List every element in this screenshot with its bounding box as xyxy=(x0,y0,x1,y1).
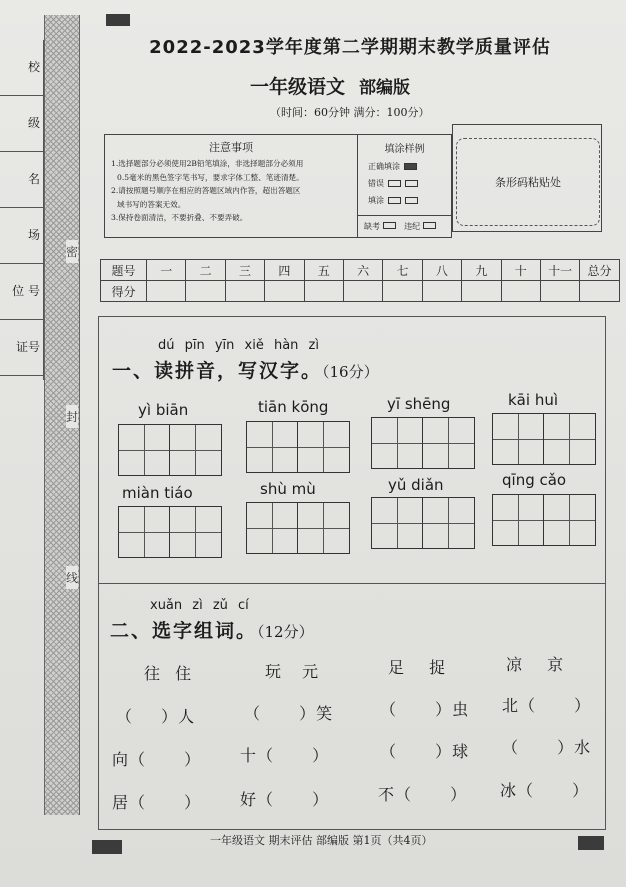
violation-label: 违纪 xyxy=(404,222,421,231)
grid-cell[interactable] xyxy=(170,506,222,558)
notice-item: 0.5毫米的黑色签字笔书写，要求字体工整、笔迹清楚。 xyxy=(117,172,304,182)
seat-label: 位 号 xyxy=(12,284,40,298)
pinyin-word: kāi huì xyxy=(508,391,558,409)
subject-name: 一年级语文 xyxy=(250,76,346,98)
writing-grid[interactable] xyxy=(246,502,350,554)
circle-square-icon xyxy=(405,197,418,204)
notice-item: 域书写的答案无效。 xyxy=(117,199,186,209)
score-cell[interactable] xyxy=(225,281,264,302)
pinyin-word: tiān kōng xyxy=(258,398,329,416)
section-1-heading-pinyin: dú pīn yīn xiě hàn zì xyxy=(158,338,319,353)
fill-wrong-label: 错误 xyxy=(368,179,384,188)
score-table-score-row xyxy=(101,281,620,302)
score-cell[interactable] xyxy=(343,281,382,302)
pinyin-word: yì biān xyxy=(138,401,189,419)
binding-label-seal: 密 xyxy=(66,240,78,263)
score-cell[interactable] xyxy=(304,281,343,302)
class-field[interactable] xyxy=(0,96,43,152)
room-label: 场 xyxy=(27,228,40,242)
writing-grid[interactable] xyxy=(246,421,350,473)
question-number-header: 题号 xyxy=(101,260,147,281)
fill-wrong-row xyxy=(368,178,451,189)
binding-label-line: 线 xyxy=(66,566,78,589)
scan-mark-bottom-right xyxy=(578,836,604,850)
notice-item: 1.选择题部分必须使用2B铅笔填涂，非选择题部分必须用 xyxy=(111,159,304,168)
grid-cell[interactable] xyxy=(246,421,298,473)
pinyin-word: yǔ diǎn xyxy=(388,476,444,494)
char-pair: 凉 京 xyxy=(506,655,565,674)
section-2-title: 二、选字组词。 xyxy=(110,620,258,642)
fill-blank[interactable]: 北（ ） xyxy=(502,696,592,715)
cross-square-icon xyxy=(405,180,418,187)
score-col-header: 六 xyxy=(343,260,382,281)
grid-cell[interactable] xyxy=(118,506,170,558)
filled-square-icon xyxy=(404,163,417,170)
score-cell[interactable] xyxy=(422,281,461,302)
grid-cell[interactable] xyxy=(371,417,423,469)
absent-checkbox[interactable] xyxy=(383,222,396,229)
writing-grid[interactable] xyxy=(492,494,596,546)
grid-cell[interactable] xyxy=(544,413,596,465)
writing-grid[interactable] xyxy=(118,506,222,558)
absent-label: 缺考 xyxy=(364,222,380,231)
pinyin-word: yī shēng xyxy=(387,395,451,413)
barcode-label: 条形码粘贴处 xyxy=(495,176,561,189)
notice-box xyxy=(104,134,358,238)
score-col-header: 总分 xyxy=(580,260,619,281)
fill-blank[interactable]: 不（ ） xyxy=(378,785,468,804)
absence-row xyxy=(358,215,451,237)
candidate-info-strip xyxy=(0,40,44,380)
binding-label-close: 封 xyxy=(66,405,78,428)
time-info: （时间：60分钟 满分：100分） xyxy=(270,106,430,119)
score-row-header: 得分 xyxy=(101,281,147,302)
score-cell[interactable] xyxy=(147,281,186,302)
char-pair: 足 捉 xyxy=(388,658,447,677)
dot-square-icon xyxy=(388,197,401,204)
school-label: 校 xyxy=(27,60,40,74)
pinyin-word: miàn tiáo xyxy=(122,484,193,502)
name-label: 名 xyxy=(27,172,40,186)
fill-blank[interactable]: （ ）水 xyxy=(502,738,592,757)
fill-sample-heading: 填涂样例 xyxy=(384,144,425,155)
fill-blank[interactable]: 十（ ） xyxy=(240,746,330,765)
score-cell[interactable] xyxy=(540,281,579,302)
fill-sample-box xyxy=(358,134,452,238)
edition-name: 部编版 xyxy=(359,78,411,98)
section-1-title: 一、读拼音，写汉字。 xyxy=(112,360,323,382)
score-col-header: 三 xyxy=(225,260,264,281)
barcode-area xyxy=(456,138,600,226)
grid-cell[interactable] xyxy=(298,421,350,473)
score-col-header: 七 xyxy=(383,260,422,281)
score-table xyxy=(100,259,620,302)
score-cell[interactable] xyxy=(186,281,225,302)
writing-grid[interactable] xyxy=(371,417,475,469)
exam-title: 2022-2023学年度第二学期期末教学质量评估 xyxy=(149,37,551,58)
seat-field[interactable] xyxy=(0,264,43,320)
fill-blank[interactable]: （ ）笑 xyxy=(244,704,334,723)
section-2-heading-pinyin: xuǎn zì zǔ cí xyxy=(150,598,249,613)
score-table-header-row xyxy=(101,260,620,281)
notice-item: 3.保持卷面清洁，不要折叠、不要弄破。 xyxy=(111,213,248,222)
score-cell[interactable] xyxy=(383,281,422,302)
pinyin-word: qīng cǎo xyxy=(502,471,567,489)
score-cell[interactable] xyxy=(580,281,619,302)
section-2-heading xyxy=(110,616,314,643)
fill-blank[interactable]: 向（ ） xyxy=(112,750,202,769)
section-2-points: （12分） xyxy=(257,623,314,641)
char-pair: 玩 元 xyxy=(265,662,320,681)
exam-subject xyxy=(250,72,410,99)
writing-grid[interactable] xyxy=(492,413,596,465)
score-col-header: 一 xyxy=(147,260,186,281)
score-cell[interactable] xyxy=(501,281,540,302)
fill-correct-row xyxy=(368,161,451,172)
page-footer: 一年级语文 期末评估 部编版 第1页（共4页） xyxy=(210,834,433,847)
grid-cell[interactable] xyxy=(423,497,475,549)
grid-cell[interactable] xyxy=(492,413,544,465)
grid-cell[interactable] xyxy=(492,494,544,546)
char-pair: 往 住 xyxy=(144,664,193,683)
score-col-header: 四 xyxy=(265,260,304,281)
grid-cell[interactable] xyxy=(298,502,350,554)
fill-blank[interactable]: （ ）球 xyxy=(380,742,470,761)
writing-grid[interactable] xyxy=(118,424,222,476)
score-col-header: 九 xyxy=(462,260,501,281)
fill-blank[interactable]: 冰（ ） xyxy=(500,781,590,800)
section-1-heading xyxy=(112,356,379,383)
fill-blank[interactable]: 好（ ） xyxy=(240,790,330,809)
room-field[interactable] xyxy=(0,208,43,264)
violation-checkbox[interactable] xyxy=(423,222,436,229)
school-field[interactable] xyxy=(0,40,43,96)
exam-id-label: 证号 xyxy=(15,340,40,354)
class-label: 级 xyxy=(27,116,40,130)
fill-wrong-label-2: 填涂 xyxy=(368,196,384,205)
fill-blank[interactable]: （ ）人 xyxy=(116,707,196,726)
fill-blank[interactable]: 居（ ） xyxy=(112,793,202,812)
grid-cell[interactable] xyxy=(246,502,298,554)
exam-id-field[interactable] xyxy=(0,320,43,376)
score-col-header: 八 xyxy=(422,260,461,281)
name-field[interactable] xyxy=(0,152,43,208)
grid-cell[interactable] xyxy=(371,497,423,549)
fill-correct-label: 正确填涂 xyxy=(368,162,400,171)
score-col-header: 十一 xyxy=(540,260,579,281)
score-col-header: 十 xyxy=(501,260,540,281)
score-col-header: 二 xyxy=(186,260,225,281)
grid-cell[interactable] xyxy=(170,424,222,476)
grid-cell[interactable] xyxy=(423,417,475,469)
writing-grid[interactable] xyxy=(371,497,475,549)
notice-heading: 注意事项 xyxy=(209,141,253,154)
score-col-header: 五 xyxy=(304,260,343,281)
scan-mark-top-left xyxy=(106,14,130,26)
score-cell[interactable] xyxy=(265,281,304,302)
score-cell[interactable] xyxy=(462,281,501,302)
check-square-icon xyxy=(388,180,401,187)
fill-wrong-row-2 xyxy=(368,195,451,206)
pinyin-word: shù mù xyxy=(260,480,316,498)
section-1-points: （16分） xyxy=(322,363,379,381)
notice-item: 2.请按照题号顺序在相应的答题区域内作答，超出答题区 xyxy=(111,186,301,195)
grid-cell[interactable] xyxy=(118,424,170,476)
scan-mark-bottom-left xyxy=(92,840,122,854)
grid-cell[interactable] xyxy=(544,494,596,546)
fill-blank[interactable]: （ ）虫 xyxy=(380,700,470,719)
